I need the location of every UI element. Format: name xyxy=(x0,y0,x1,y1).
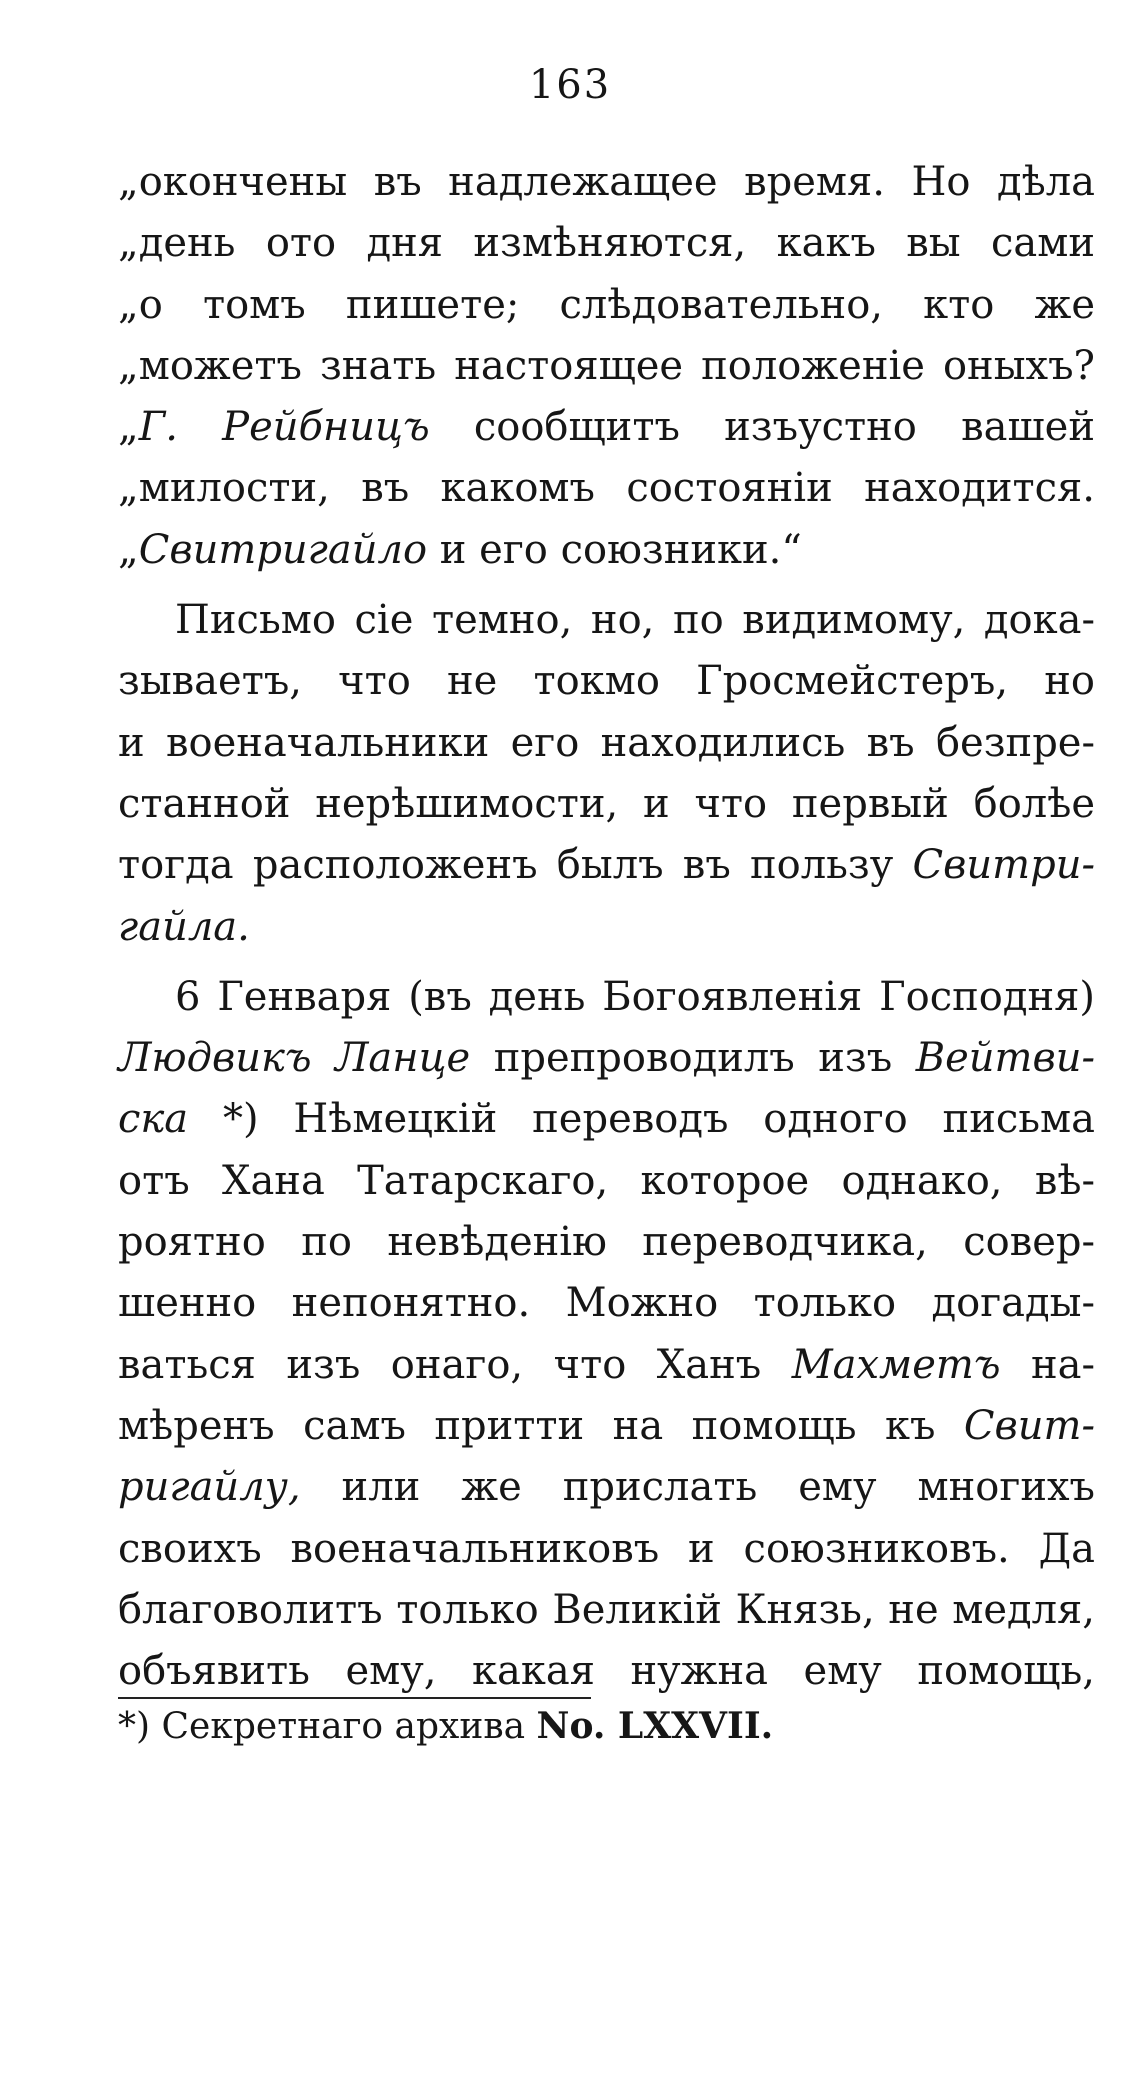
text-line: ваться изъ онаго, что Ханъ Махметъ на- xyxy=(118,1341,1095,1388)
person-name: Г. Рейбницъ xyxy=(138,404,430,451)
person-name: Свит- xyxy=(963,1402,1095,1449)
text-line: ска *) Нѣмецкій переводъ одного письма xyxy=(118,1096,1095,1143)
footnote-text: Секретнаго архива xyxy=(150,1706,537,1747)
text-line: Людвикъ Ланце препроводилъ изъ Вейтви- xyxy=(118,1035,1096,1082)
text-line: „Г. Рейбницъ сообщитъ изъустно вашей xyxy=(118,404,1095,451)
text-line: зываетъ, что не токмо Гросмейстеръ, но xyxy=(118,658,1095,705)
text-line: „милости, въ какомъ состояніи находится. xyxy=(118,465,1095,512)
text-line: станной нерѣшимости, и что первый болѣе xyxy=(118,780,1095,827)
text-line: мѣренъ самъ притти на помощь къ Свит- xyxy=(118,1402,1095,1449)
text-line: и военачальники его находились въ безпре- xyxy=(118,719,1095,766)
person-name: Махметъ xyxy=(791,1341,1001,1388)
letter-quote xyxy=(118,152,1095,581)
text-line xyxy=(118,897,1095,958)
person-name: ригайлу, xyxy=(118,1464,301,1511)
footnote-reference: No. LXXVII. xyxy=(536,1705,774,1747)
text-line: объявить ему, какая нужна ему помощь, xyxy=(118,1648,1095,1695)
footnote-mark: *) xyxy=(118,1706,151,1747)
person-name: Свитри- xyxy=(912,842,1095,889)
text-line: тогда расположенъ былъ въ пользу Свитри- xyxy=(118,842,1095,889)
person-name: Людвикъ Ланце xyxy=(118,1035,471,1082)
footnote xyxy=(118,1700,773,1753)
footnote-rule xyxy=(118,1697,591,1699)
text-line: своихъ военачальниковъ и союзниковъ. Да xyxy=(118,1525,1095,1572)
text-line: Письмо сіе темно, но, по видимому, дока- xyxy=(175,597,1095,644)
person-name: Свитригайло xyxy=(138,526,428,573)
text-line: „день ото дня измѣняются, какъ вы сами xyxy=(118,220,1095,267)
text-line: отъ Хана Татарскаго, которое однако, вѣ- xyxy=(118,1157,1095,1204)
place-name: ска xyxy=(118,1096,189,1143)
page-number: 163 xyxy=(528,62,612,108)
person-name: гайла. xyxy=(118,903,250,950)
text-line: „о томъ пишете; слѣдовательно, кто же xyxy=(118,281,1095,328)
text-line: шенно непонятно. Можно только догады- xyxy=(118,1280,1095,1327)
paragraph xyxy=(118,967,1095,1703)
text-line: благоволитъ только Великій Князь, не медля, xyxy=(118,1586,1095,1633)
paragraph xyxy=(118,590,1095,958)
place-name: Вейтви- xyxy=(915,1035,1096,1082)
body-text xyxy=(118,152,1095,1702)
text-line: роятно по невѣденію переводчика, совер- xyxy=(118,1219,1095,1266)
text-line: „можетъ знать настоящее положеніе оныхъ? xyxy=(118,342,1095,389)
text-line: „окончены въ надлежащее время. Но дѣла xyxy=(118,159,1095,205)
text-line: ригайлу, или же прислать ему многихъ xyxy=(118,1464,1095,1511)
text-line: 6 Генваря (въ день Богоявленія Господня) xyxy=(175,973,1095,1020)
text-line: „Свитригайло и его союзники.“ xyxy=(118,526,802,573)
